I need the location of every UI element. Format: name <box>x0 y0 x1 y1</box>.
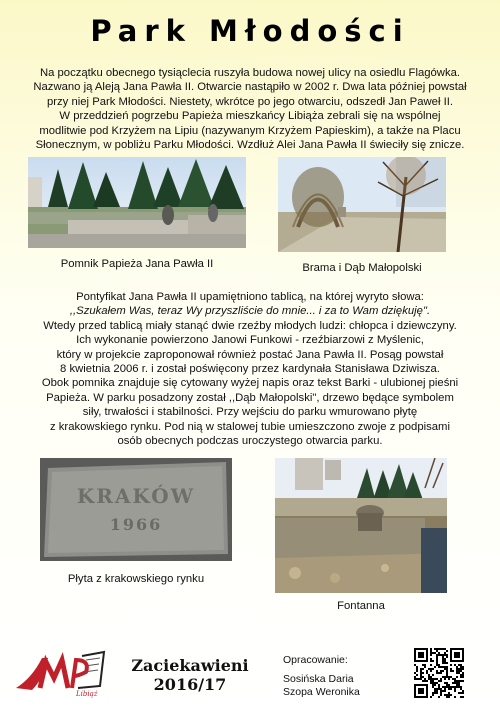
body-line: Ich wykonanie powierzono Janowi Funkowi - rzeźbiarzowi z Myślenic, <box>76 334 424 347</box>
body-line: z krakowskiego rynku. Pod nią w stalowej tubie umieszczono zwoje z podpisami <box>50 420 450 433</box>
photo-brama <box>278 157 446 252</box>
body-line: siły, trwałości i stabilności. Przy wejściu do parku wmurowano płytę <box>82 406 418 419</box>
body-line: Pontyfikat Jana Pawła II upamiętniono tablicą, na której wyryto słowa: <box>76 291 424 303</box>
photo-pomnik <box>28 157 246 248</box>
intro-line: przy niej Park Młodości. Niestety, wkrótce po jego otwarciu, odszedł Jan Paweł II. <box>46 95 454 108</box>
plate-engraving-bottom: 1966 <box>109 515 163 534</box>
credits-label: Opracowanie: <box>283 654 348 666</box>
caption-pomnik: Pomnik Papieża Jana Pawła II <box>60 258 214 270</box>
caption-brama: Brama i Dąb Małopolski <box>302 262 422 274</box>
caption-fontanna: Fontanna <box>337 600 385 612</box>
series-title: Zaciekawieni <box>131 656 249 675</box>
body-line: który w projekcie zaproponował również postać Jana Pawła II. Posąg powstał <box>56 348 444 361</box>
library-logo <box>12 648 108 703</box>
logo-sublabel: Libiąż <box>76 690 98 698</box>
body-line: Papieża. W parku posadzony został ,,Dąb Małopolski", drzewo będące symbolem <box>46 391 454 404</box>
qr-code[interactable] <box>414 648 464 698</box>
intro-line: modlitwie pod Krzyżem na Lipiu (nazywanym Krzyżem Papieskim), a także na Placu <box>39 124 461 137</box>
intro-line: Nazwano ją Aleją Jana Pawła II. Otwarcie nastąpiło w 2002 r. Dwa lata później powstał <box>33 81 467 94</box>
intro-line: W przeddzień pogrzebu Papieża mieszkańcy Libiąża zebrali się na wspólnej <box>59 110 441 123</box>
series-block <box>115 656 265 694</box>
intro-line: Słonecznym, w pobliżu Parku Młodości. Wzdłuż Alei Jana Pawła II świeciły się znicze. <box>35 139 465 152</box>
photo-plyta <box>40 458 232 561</box>
body-line: Wtedy przed tablicą miały stanąć dwie rzeźby młodych ludzi: chłopca i dziewczyny. <box>43 319 457 332</box>
photo-fontanna <box>275 458 447 593</box>
body-line: Obok pomnika znajduje się cytowany wyżej napis oraz tekst Barki - ulubionej pieśni <box>41 377 459 390</box>
intro-paragraph <box>12 66 488 152</box>
caption-plyta: Płyta z krakowskiego rynku <box>67 573 205 585</box>
intro-line: Na początku obecnego tysiąclecia ruszyła budowa nowej ulicy na osiedlu Flagówka. <box>39 67 461 79</box>
credits <box>283 654 360 699</box>
plate-engraving-top: KRAKÓW <box>76 484 196 508</box>
body-quote: ,,Szukałem Was, teraz Wy przyszliście do mnie... i za to Wam dziękuję". <box>69 305 431 318</box>
body-paragraph <box>12 290 488 448</box>
page-title: Park Młodości <box>90 14 410 48</box>
body-line: 8 kwietnia 2006 r. i został poświęcony przez kardynała Stanisława Dziwisza. <box>60 363 440 376</box>
author-name: Sosińska Daria <box>283 673 354 685</box>
series-year: 2016/17 <box>153 675 227 694</box>
author-name: Szopa Weronika <box>283 686 360 698</box>
body-line: osób obecnych podczas uroczystego otwarcia parku. <box>117 435 383 448</box>
